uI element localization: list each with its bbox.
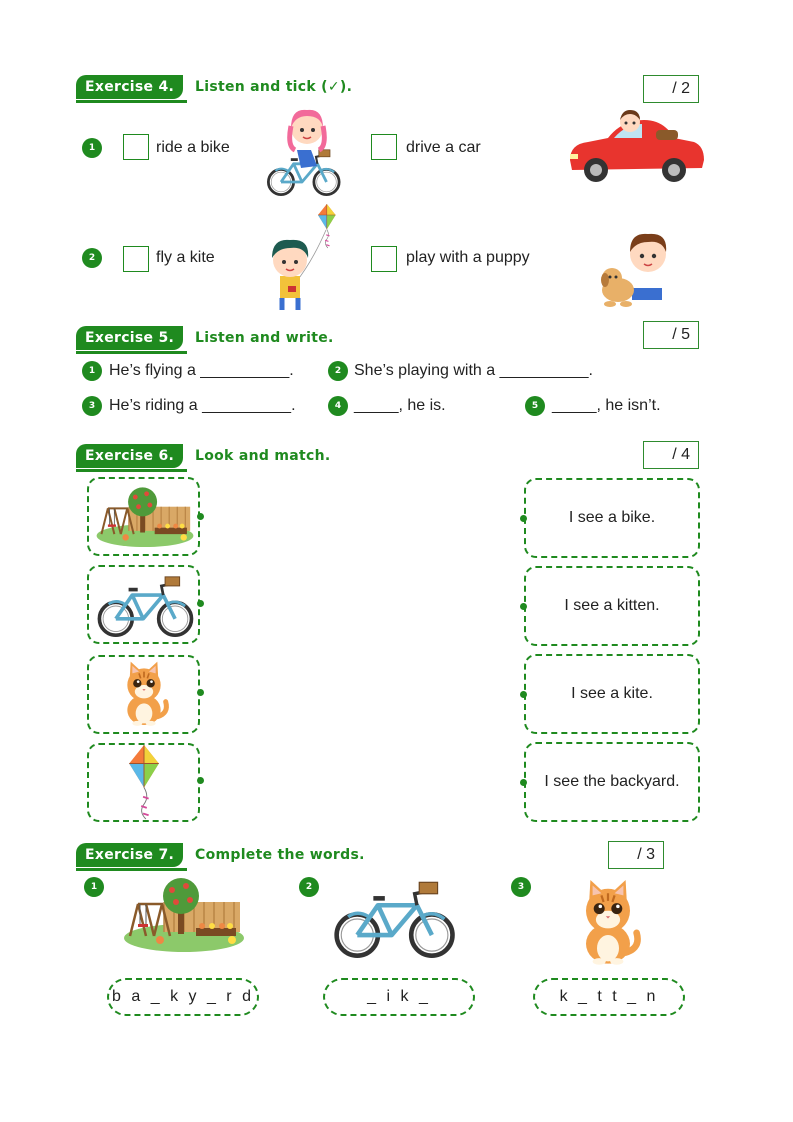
match-dot[interactable] <box>197 600 204 607</box>
match-picture-backyard[interactable] <box>87 477 200 556</box>
exercise-6-title: Look and match. <box>195 448 331 464</box>
question-number: 5 <box>525 396 545 416</box>
exercise-5-tag: Exercise 5. <box>76 326 183 350</box>
option-fly-a-kite: fly a kite <box>156 249 215 266</box>
exercise-7-title: Complete the words. <box>195 847 365 863</box>
match-sentence-box[interactable] <box>524 566 700 646</box>
sentence-3: He’s riding a __________. <box>109 397 296 414</box>
girl-riding-bike-picture <box>265 106 345 192</box>
question-number: 2 <box>299 877 319 897</box>
question-number: 2 <box>82 248 102 268</box>
match-sentence: I see a kitten. <box>564 597 660 614</box>
tick-box-fly-a-kite[interactable] <box>123 246 149 272</box>
sentence-4: _____, he is. <box>354 397 446 414</box>
match-dot[interactable] <box>520 603 527 610</box>
option-ride-a-bike: ride a bike <box>156 139 230 156</box>
question-number: 1 <box>84 877 104 897</box>
match-dot[interactable] <box>520 691 527 698</box>
word-kitten-field[interactable]: k _ t t _ n <box>533 978 685 1016</box>
match-sentence-box[interactable] <box>524 478 700 558</box>
exercise-7-score: / 3 <box>608 841 664 869</box>
girl-driving-car-picture <box>566 108 706 188</box>
match-picture-bike[interactable] <box>87 565 200 644</box>
boy-flying-kite-picture <box>266 202 350 314</box>
match-sentence: I see a bike. <box>568 509 656 526</box>
question-number: 1 <box>82 138 102 158</box>
backyard-picture <box>122 874 246 958</box>
kitten-picture <box>575 880 641 968</box>
match-dot[interactable] <box>197 689 204 696</box>
option-play-with-a-puppy: play with a puppy <box>406 249 530 266</box>
exercise-5-score: / 5 <box>643 321 699 349</box>
option-drive-a-car: drive a car <box>406 139 481 156</box>
sentence-2: She’s playing with a __________. <box>354 362 593 379</box>
question-number: 2 <box>328 361 348 381</box>
sentence-1: He’s flying a __________. <box>109 362 294 379</box>
exercise-6-score: / 4 <box>643 441 699 469</box>
word-backyard-field[interactable]: b a _ k y _ r d <box>107 978 259 1016</box>
match-picture-kitten[interactable] <box>87 655 200 734</box>
tick-box-ride-a-bike[interactable] <box>123 134 149 160</box>
match-dot[interactable] <box>520 779 527 786</box>
exercise-4-tag: Exercise 4. <box>76 75 183 99</box>
match-sentence-box[interactable] <box>524 742 700 822</box>
sentence-5: _____, he isn’t. <box>552 397 661 414</box>
match-sentence: I see a kite. <box>571 685 653 702</box>
boy-with-puppy-picture <box>596 228 676 312</box>
match-dot[interactable] <box>520 515 527 522</box>
match-picture-kite[interactable] <box>87 743 200 822</box>
tick-box-play-with-a-puppy[interactable] <box>371 246 397 272</box>
exercise-7-tag: Exercise 7. <box>76 843 183 867</box>
exercise-4-title: Listen and tick (✓). <box>195 79 353 95</box>
question-number: 1 <box>82 361 102 381</box>
exercise-5-title: Listen and write. <box>195 330 334 346</box>
match-dot[interactable] <box>197 513 204 520</box>
question-number: 3 <box>511 877 531 897</box>
match-dot[interactable] <box>197 777 204 784</box>
exercise-6-tag: Exercise 6. <box>76 444 183 468</box>
word-bike-field[interactable]: _ i k _ <box>323 978 475 1016</box>
question-number: 4 <box>328 396 348 416</box>
bike-picture <box>332 880 456 958</box>
question-number: 3 <box>82 396 102 416</box>
tick-box-drive-a-car[interactable] <box>371 134 397 160</box>
exercise-4-score: / 2 <box>643 75 699 103</box>
match-sentence: I see the backyard. <box>544 773 680 790</box>
match-sentence-box[interactable] <box>524 654 700 734</box>
